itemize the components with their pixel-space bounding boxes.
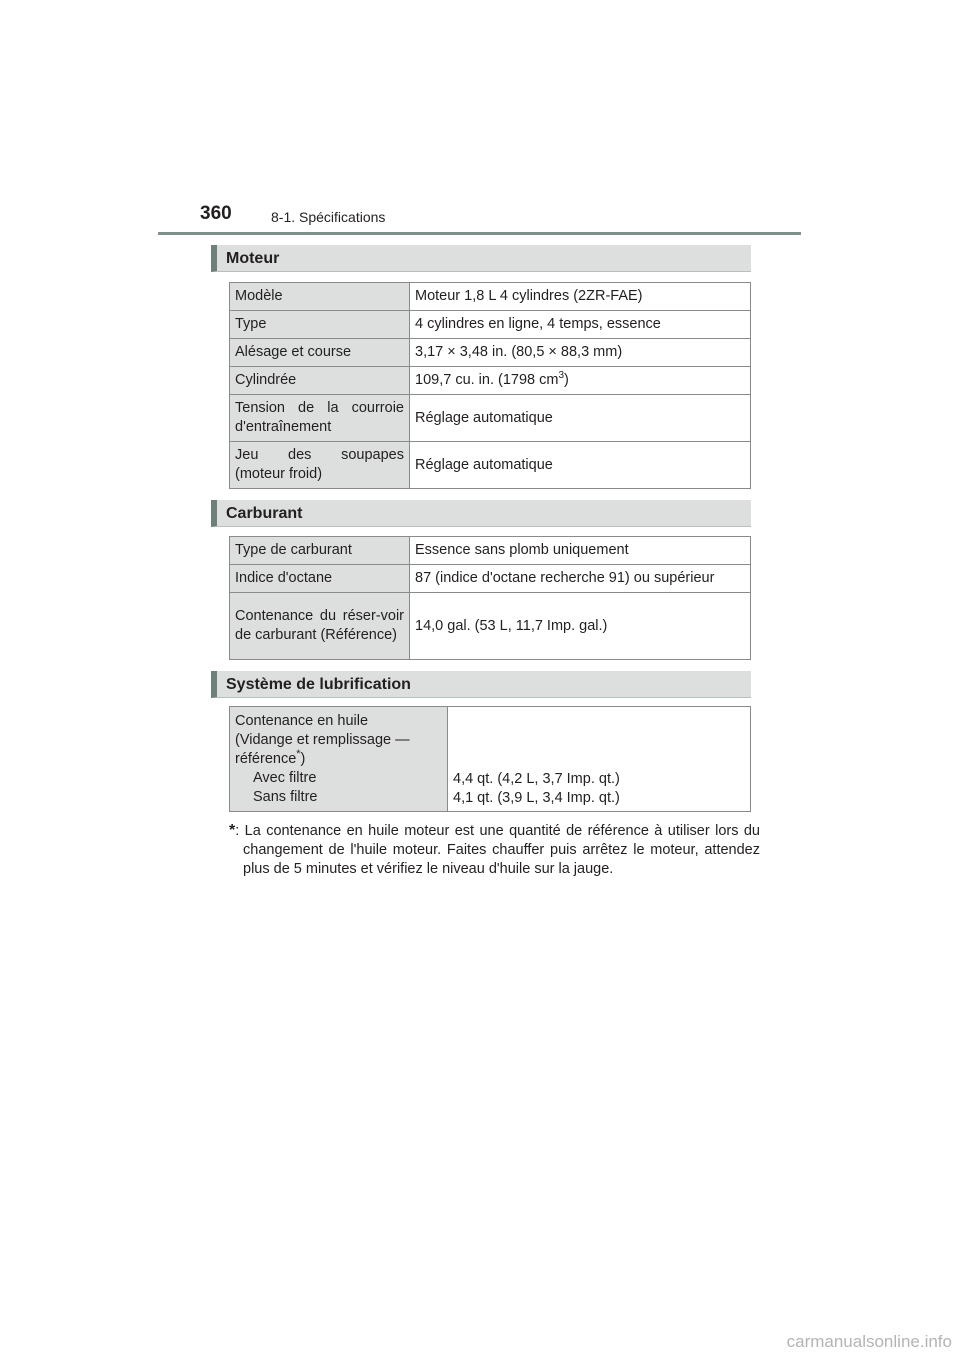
watermark: carmanualsonline.info — [786, 1332, 952, 1351]
spec-label: Alésage et course — [230, 339, 410, 367]
table-row — [230, 707, 751, 812]
oil-capacity-note: (Vidange et remplissage — — [235, 731, 410, 748]
carburant-table — [229, 536, 751, 660]
spec-value — [410, 367, 751, 395]
spec-label: Tension de la courroie d'entraînement — [230, 395, 410, 442]
spec-value — [448, 707, 751, 812]
section-heading-moteur: Moteur — [211, 245, 751, 272]
section-heading-lubrification: Système de lubrification — [211, 671, 751, 698]
spec-label: Jeu des soupapes (moteur froid) — [230, 442, 410, 489]
spec-value: 87 (indice d'octane recherche 91) ou supérieur — [410, 565, 751, 593]
footnote-asterisk: * — [229, 822, 236, 839]
oil-capacity-reference — [235, 747, 442, 769]
table-row — [230, 442, 751, 489]
reference-close: ) — [300, 750, 306, 767]
without-filter-label: Sans filtre — [253, 788, 318, 805]
table-row — [230, 339, 751, 367]
spec-label: Cylindrée — [230, 367, 410, 395]
footnote-text: : La contenance en huile moteur est une quantité de référence à utiliser lors du changement de l'huile moteur. Faites chauffer puis arrêtez le moteur, attendez plus de 5 minutes et vérifiez le niveau d'huile sur la jauge. — [235, 823, 760, 877]
spec-value: 14,0 gal. (53 L, 11,7 Imp. gal.) — [410, 593, 751, 660]
spec-label: Contenance du réser-voir de carburant (Référence) — [230, 593, 410, 660]
without-filter-value: 4,1 qt. (3,9 L, 3,4 Imp. qt.) — [453, 790, 620, 806]
spec-value: Moteur 1,8 L 4 cylindres (2ZR-FAE) — [410, 283, 751, 311]
spec-label: Indice d'octane — [230, 565, 410, 593]
section-heading-carburant: Carburant — [211, 500, 751, 527]
spec-value: 3,17 × 3,48 in. (80,5 × 88,3 mm) — [410, 339, 751, 367]
reference-text: référence — [235, 750, 297, 767]
with-filter-value: 4,4 qt. (4,2 L, 3,7 Imp. qt.) — [453, 771, 620, 787]
spec-label: Type — [230, 311, 410, 339]
header-rule — [158, 232, 801, 235]
moteur-table — [229, 282, 751, 489]
superscript: 3 — [558, 370, 565, 382]
asterisk: * — [296, 747, 301, 760]
spec-label — [230, 707, 448, 812]
table-row — [230, 565, 751, 593]
section-reference: 8-1. Spécifications — [271, 209, 386, 225]
spec-label: Modèle — [230, 283, 410, 311]
spec-value: Réglage automatique — [410, 395, 751, 442]
spec-value: 4 cylindres en ligne, 4 temps, essence — [410, 311, 751, 339]
table-row — [230, 395, 751, 442]
page-number: 360 — [200, 203, 232, 224]
displacement-value: 109,7 cu. in. (1798 cm — [415, 372, 559, 388]
displacement-close: ) — [564, 372, 569, 388]
table-row — [230, 537, 751, 565]
oil-capacity-label: Contenance en huile — [235, 712, 369, 729]
with-filter-label: Avec filtre — [253, 769, 317, 786]
table-row — [230, 283, 751, 311]
table-row — [230, 311, 751, 339]
spec-label: Type de carburant — [230, 537, 410, 565]
lubrification-table — [229, 706, 751, 812]
spec-value: Réglage automatique — [410, 442, 751, 489]
table-row — [230, 367, 751, 395]
spec-value: Essence sans plomb uniquement — [410, 537, 751, 565]
table-row — [230, 593, 751, 660]
footnote — [229, 821, 760, 879]
